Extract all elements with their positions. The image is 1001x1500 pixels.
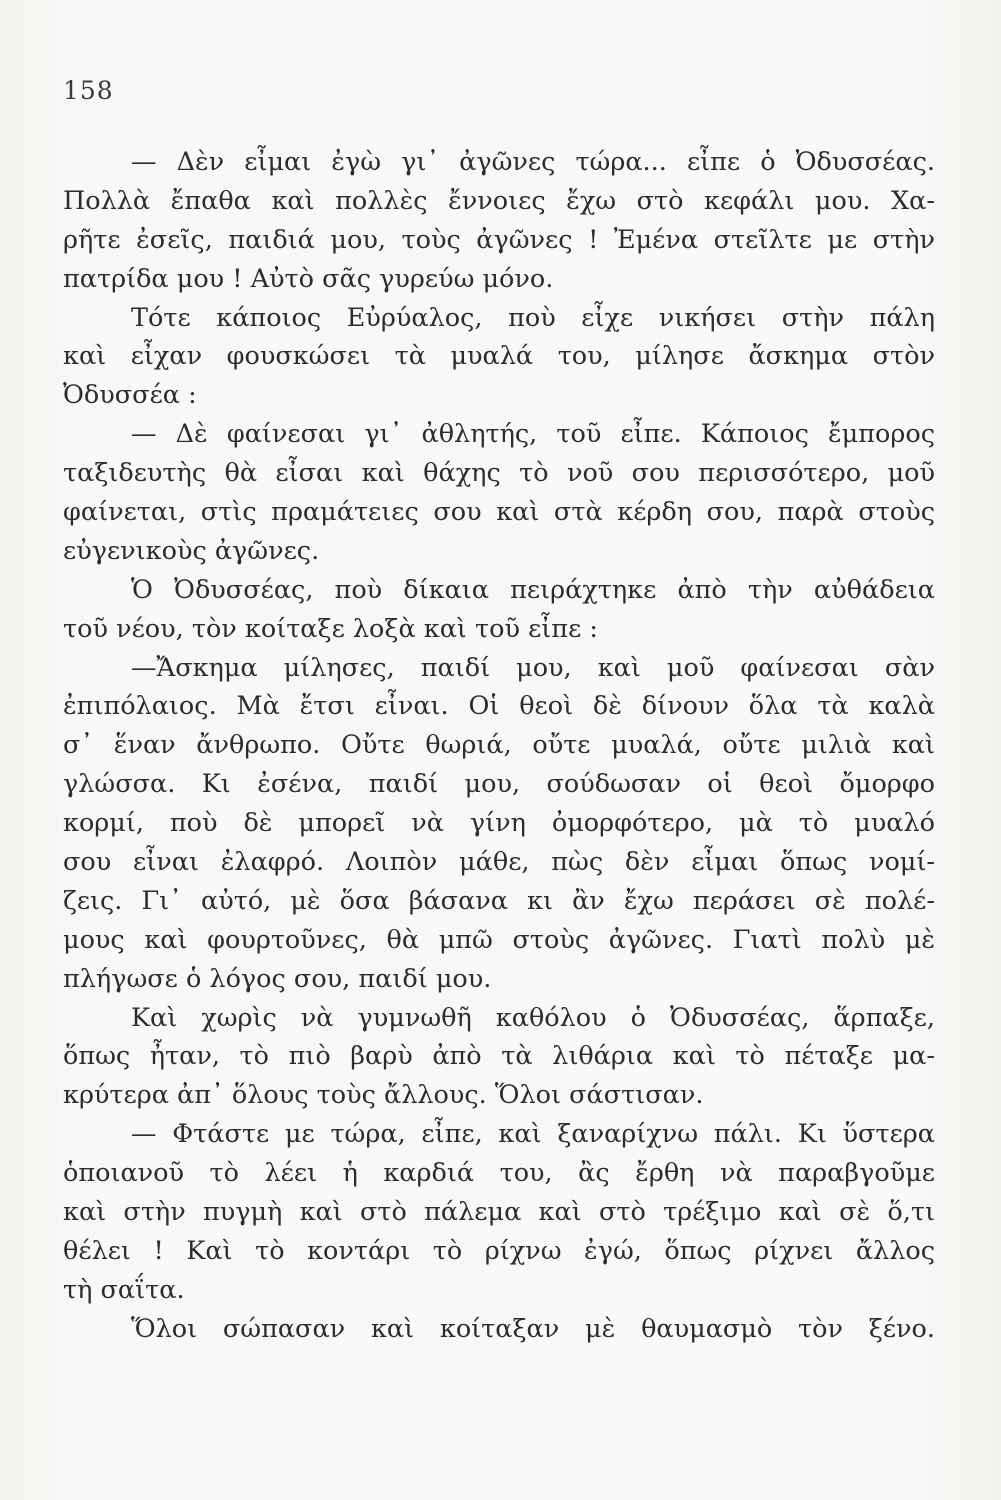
body-text <box>63 143 935 1349</box>
text-line: ρῆτε ἐσεῖς, παιδιά μου, τοὺς ἀγῶνες ! Ἐμένα στεῖλτε με στὴν <box>63 224 935 255</box>
text-line: Ὁ Ὀδυσσέας, ποὺ δίκαια πειράχτηκε ἀπὸ τὴν αὐθάδεια <box>131 574 935 605</box>
text-line: ὅπως ἦταν, τὸ πιὸ βαρὺ ἀπὸ τὰ λιθάρια καὶ τὸ πέταξε μα- <box>63 1041 935 1072</box>
text-line: Ὀδυσσέα : <box>63 380 197 411</box>
text-line: εὐγενικοὺς ἀγῶνες. <box>63 535 320 566</box>
text-line: Τότε κάποιος Εὐρύαλος, ποὺ εἶχε νικήσει στὴν πάλη <box>131 302 935 333</box>
text-line: ταξιδευτὴς θὰ εἶσαι καὶ θάχης τὸ νοῦ σου περισσότερο, μοῦ <box>63 458 935 489</box>
text-line: Πολλὰ ἔπαθα καὶ πολλὲς ἔννοιες ἔχω στὸ κεφάλι μου. Χα- <box>63 185 935 216</box>
text-line: — Φτάστε με τώρα, εἶπε, καὶ ξαναρίχνω πάλι. Κι ὕστερα <box>131 1119 935 1150</box>
text-line: — Δὲ φαίνεσαι γι᾽ ἀθλητής, τοῦ εἶπε. Κάποιος ἔμπορος <box>131 419 935 450</box>
text-line: ζεις. Γι᾽ αὐτό, μὲ ὅσα βάσανα κι ἂν ἔχω περάσει σὲ πολέ- <box>63 885 935 916</box>
text-line: ἐπιπόλαιος. Μὰ ἔτσι εἶναι. Οἱ θεοὶ δὲ δίνουν ὅλα τὰ καλὰ <box>63 691 935 722</box>
text-line: ὁποιανοῦ τὸ λέει ἡ καρδιά του, ἂς ἔρθη νὰ παραβγοῦμε <box>63 1158 935 1189</box>
text-line: Ὅλοι σώπασαν καὶ κοίταξαν μὲ θαυμασμὸ τὸν ξένο. <box>131 1313 935 1344</box>
text-line: — Δὲν εἶμαι ἐγὼ γι᾽ ἀγῶνες τώρα... εἶπε ὁ Ὀδυσσέας. <box>131 147 935 177</box>
text-line: σ᾽ ἕναν ἄνθρωπο. Οὔτε θωριά, οὔτε μυαλά, οὔτε μιλιὰ καὶ <box>63 730 935 761</box>
text-line: Καὶ χωρὶς νὰ γυμνωθῆ καθόλου ὁ Ὀδυσσέας, ἅρπαξε, <box>131 1002 935 1033</box>
text-line: γλώσσα. Κι ἐσένα, παιδί μου, σούδωσαν οἱ θεοὶ ὄμορφο <box>63 769 935 800</box>
text-line: καὶ εἶχαν φουσκώσει τὰ μυαλά του, μίλησε ἄσκημα στὸν <box>63 341 935 372</box>
text-line: σου εἶναι ἐλαφρό. Λοιπὸν μάθε, πὼς δὲν εἶμαι ὅπως νομί- <box>63 847 935 878</box>
text-line: κορμί, ποὺ δὲ μπορεῖ νὰ γίνη ὀμορφότερο, μὰ τὸ μυαλό <box>63 808 935 839</box>
text-line: θέλει ! Καὶ τὸ κοντάρι τὸ ρίχνω ἐγώ, ὅπως ρίχνει ἄλλος <box>63 1235 935 1266</box>
text-line: τὴ σαΐτα. <box>63 1274 185 1305</box>
text-line: τοῦ νέου, τὸν κοίταξε λοξὰ καὶ τοῦ εἶπε : <box>63 613 598 644</box>
text-line: καὶ στὴν πυγμὴ καὶ στὸ πάλεμα καὶ στὸ τρέξιμο καὶ σὲ ὅ,τι <box>63 1197 935 1228</box>
text-line: πλήγωσε ὁ λόγος σου, παιδί μου. <box>63 963 492 994</box>
text-line: —Ἄσκημα μίλησες, παιδί μου, καὶ μοῦ φαίνεσαι σὰν <box>131 652 935 683</box>
text-line: φαίνεται, στὶς πραμάτειες σου καὶ στὰ κέρδη σου, παρὰ στοὺς <box>63 497 935 528</box>
text-line: μους καὶ φουρτοῦνες, θὰ μπῶ στοὺς ἀγῶνες. Γιατὶ πολὺ μὲ <box>63 924 935 955</box>
text-line: πατρίδα μου ! Αὐτὸ σᾶς γυρεύω μόνο. <box>63 263 554 294</box>
text-line: κρύτερα ἀπ᾽ ὅλους τοὺς ἄλλους. Ὅλοι σάστισαν. <box>63 1080 704 1111</box>
page-number: 158 <box>63 76 114 105</box>
